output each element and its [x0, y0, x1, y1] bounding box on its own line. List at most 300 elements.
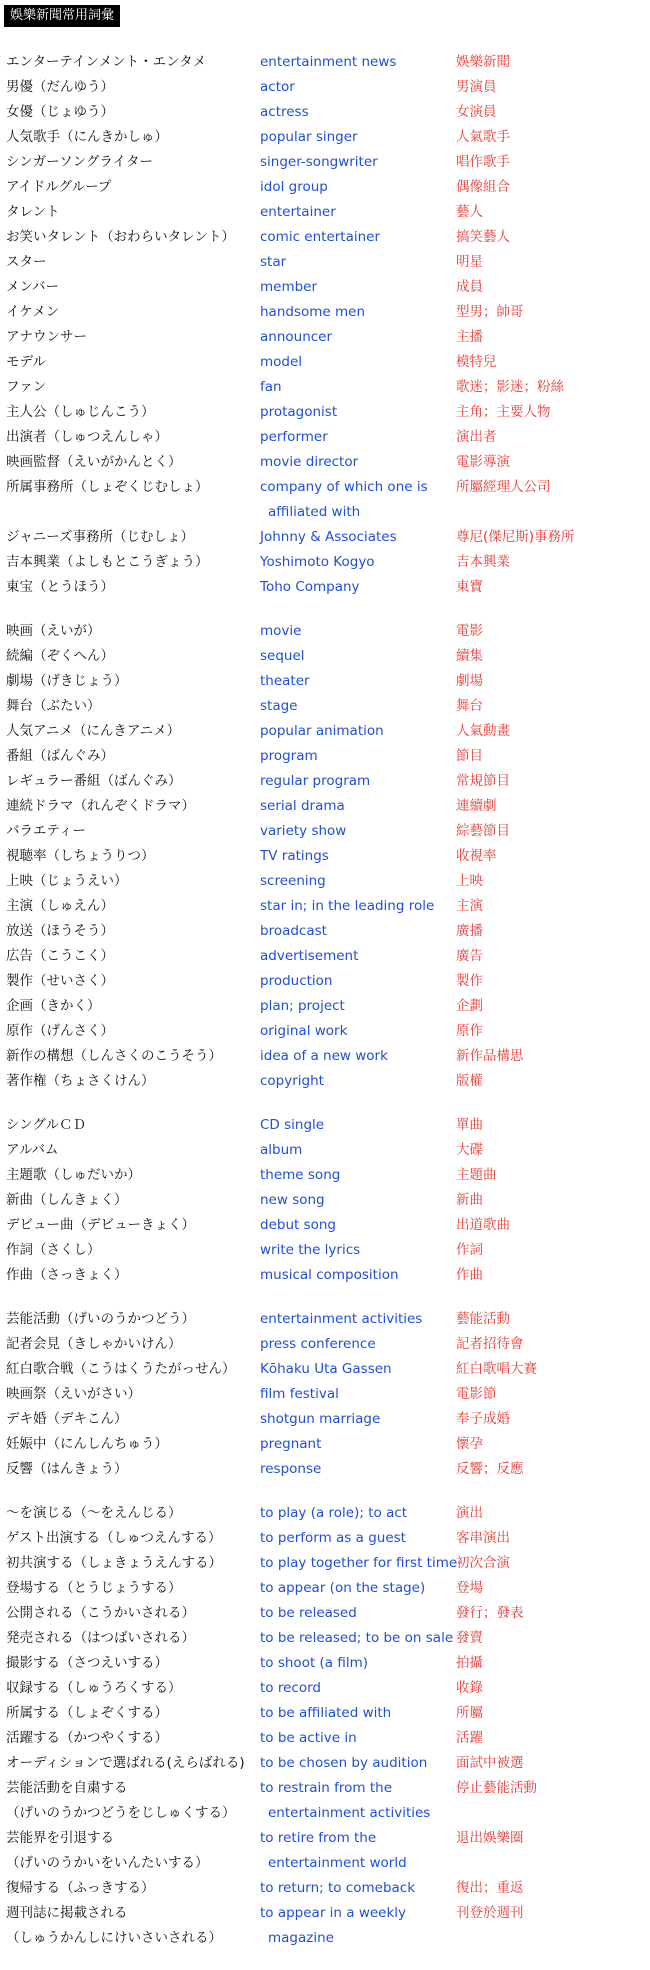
japanese-term-line: バラエティー — [6, 823, 86, 839]
vocab-row — [0, 300, 650, 325]
japanese-term — [0, 1551, 260, 1576]
vocab-row — [0, 1019, 650, 1044]
english-term-line: theater — [260, 673, 310, 689]
vocab-group — [0, 1307, 650, 1482]
japanese-term-line: アナウンサー — [6, 329, 87, 345]
english-term-line: TV ratings — [260, 848, 329, 864]
chinese-term — [456, 844, 636, 869]
chinese-term — [456, 919, 636, 944]
vocab-row — [0, 550, 650, 575]
chinese-term-line: 客串演出 — [456, 1530, 510, 1546]
chinese-term — [456, 350, 636, 375]
chinese-term-line: 成員 — [456, 279, 483, 295]
chinese-term-line: 型男；帥哥 — [456, 304, 524, 320]
vocab-row — [0, 200, 650, 225]
chinese-term — [456, 1501, 636, 1526]
japanese-term-line: お笑いタレント（おわらいタレント） — [6, 229, 235, 245]
chinese-term-line: 吉本興業 — [456, 554, 510, 570]
english-term — [260, 1138, 456, 1163]
japanese-term — [0, 350, 260, 375]
japanese-term-line: 製作（せいさく） — [6, 973, 114, 989]
english-term — [260, 1213, 456, 1238]
chinese-term — [456, 944, 636, 969]
english-term — [260, 1776, 456, 1826]
chinese-term-line: 藝人 — [456, 204, 483, 220]
english-term-line: serial drama — [260, 798, 345, 814]
chinese-term-line: 東寶 — [456, 579, 483, 595]
chinese-term — [456, 969, 636, 994]
chinese-term — [456, 1701, 636, 1726]
vocab-row — [0, 969, 650, 994]
english-term — [260, 250, 456, 275]
japanese-term — [0, 1357, 260, 1382]
japanese-term — [0, 844, 260, 869]
vocab-row — [0, 1263, 650, 1288]
japanese-term-line: 記者会見（きしゃかいけん） — [6, 1336, 182, 1352]
chinese-term-line: 歌迷；影迷；粉絲 — [456, 379, 564, 395]
japanese-term-line: シングルＣＤ — [6, 1117, 86, 1133]
japanese-term-line: レギュラー番組（ばんぐみ） — [6, 773, 182, 789]
japanese-term — [0, 1213, 260, 1238]
japanese-term-line: 反響（はんきょう） — [6, 1461, 128, 1477]
japanese-term — [0, 225, 260, 250]
chinese-term — [456, 644, 636, 669]
japanese-term — [0, 969, 260, 994]
english-term-line: star — [260, 254, 287, 270]
chinese-term-line: 新曲 — [456, 1192, 483, 1208]
english-term-line: actress — [260, 104, 309, 120]
japanese-term — [0, 1776, 260, 1826]
chinese-term — [456, 1019, 636, 1044]
chinese-term — [456, 150, 636, 175]
english-term-line: copyright — [260, 1073, 324, 1089]
vocab-row — [0, 350, 650, 375]
japanese-term-line: 人気歌手（にんきかしゅ） — [6, 129, 168, 145]
japanese-term-line: デビュー曲（デビューきょく） — [6, 1217, 195, 1233]
japanese-term — [0, 1876, 260, 1901]
vocab-row — [0, 250, 650, 275]
chinese-term-line: 節目 — [456, 748, 483, 764]
chinese-term — [456, 50, 636, 75]
vocab-row — [0, 694, 650, 719]
chinese-term — [456, 1626, 636, 1651]
english-term — [260, 1751, 456, 1776]
japanese-term-line: 新曲（しんきょく） — [6, 1192, 128, 1208]
vocab-row — [0, 669, 650, 694]
japanese-term — [0, 1726, 260, 1751]
chinese-term — [456, 1382, 636, 1407]
chinese-term-line: 男演員 — [456, 79, 497, 95]
japanese-term — [0, 994, 260, 1019]
japanese-term-line: 所属事務所（しょぞくじむしょ） — [6, 479, 209, 495]
chinese-term — [456, 1776, 636, 1801]
english-term-line: original work — [260, 1023, 348, 1039]
japanese-term — [0, 869, 260, 894]
japanese-term — [0, 1382, 260, 1407]
vocab-row — [0, 100, 650, 125]
english-term — [260, 1626, 456, 1651]
vocab-row — [0, 325, 650, 350]
japanese-term — [0, 669, 260, 694]
japanese-term-line: 主演（しゅえん） — [6, 898, 114, 914]
english-term-line: announcer — [260, 329, 333, 345]
chinese-term-line: 人氣歌手 — [456, 129, 510, 145]
english-term — [260, 744, 456, 769]
chinese-term — [456, 75, 636, 100]
english-term-line: to be chosen by audition — [260, 1755, 428, 1771]
chinese-term-line: 登場 — [456, 1580, 483, 1596]
japanese-term-line: イケメン — [6, 304, 60, 320]
english-term-line: to play (a role); to act — [260, 1505, 408, 1521]
english-term — [260, 550, 456, 575]
vocab-row — [0, 1526, 650, 1551]
japanese-term-line: 劇場（げきじょう） — [6, 673, 128, 689]
vocab-row — [0, 1876, 650, 1901]
english-term-line: idea of a new work — [260, 1048, 388, 1064]
english-term — [260, 669, 456, 694]
english-term — [260, 1188, 456, 1213]
chinese-term-line: 作曲 — [456, 1267, 483, 1283]
japanese-term — [0, 1069, 260, 1094]
japanese-term — [0, 644, 260, 669]
japanese-term-line: 活躍する（かつやくする） — [6, 1730, 168, 1746]
japanese-term — [0, 919, 260, 944]
chinese-term — [456, 525, 636, 550]
english-term — [260, 794, 456, 819]
chinese-term — [456, 425, 636, 450]
japanese-term-line: 上映（じょうえい） — [6, 873, 128, 889]
chinese-term — [456, 250, 636, 275]
japanese-term — [0, 944, 260, 969]
japanese-term — [0, 1332, 260, 1357]
chinese-term-line: 作詞 — [456, 1242, 483, 1258]
chinese-term-line: 娛樂新聞 — [456, 54, 510, 70]
english-term-line: handsome men — [260, 304, 366, 320]
japanese-term-line: 放送（ほうそう） — [6, 923, 114, 939]
japanese-term-line: 作詞（さくし） — [6, 1242, 101, 1258]
japanese-term — [0, 719, 260, 744]
english-term — [260, 350, 456, 375]
japanese-term-line: 収録する（しゅうろくする） — [6, 1680, 182, 1696]
vocab-row — [0, 575, 650, 600]
english-term — [260, 944, 456, 969]
japanese-term — [0, 550, 260, 575]
vocab-row — [0, 1044, 650, 1069]
chinese-term-line: 主播 — [456, 329, 483, 345]
vocab-row — [0, 1163, 650, 1188]
chinese-term-line: 企劃 — [456, 998, 483, 1014]
japanese-term-line: 発売される（はつばいされる） — [6, 1630, 195, 1646]
english-term-line: protagonist — [260, 404, 338, 420]
japanese-term — [0, 400, 260, 425]
chinese-term — [456, 769, 636, 794]
english-term-line: regular program — [260, 773, 371, 789]
japanese-term-line: 芸能界を引退する — [6, 1830, 114, 1846]
japanese-term-line: （げいのうかいをいんたいする） — [6, 1855, 209, 1871]
chinese-term-line: 發行；發表 — [456, 1605, 524, 1621]
english-term — [260, 475, 456, 525]
japanese-term-line: 男優（だんゆう） — [6, 79, 114, 95]
vocab-row — [0, 1826, 650, 1876]
english-term — [260, 325, 456, 350]
japanese-term — [0, 1138, 260, 1163]
japanese-term — [0, 325, 260, 350]
english-term — [260, 225, 456, 250]
vocab-row — [0, 894, 650, 919]
vocab-row — [0, 1676, 650, 1701]
japanese-term — [0, 1044, 260, 1069]
english-term-line: to be released — [260, 1605, 357, 1621]
chinese-term-line: 主演 — [456, 898, 483, 914]
chinese-term-line: 舞台 — [456, 698, 483, 714]
english-term — [260, 1019, 456, 1044]
japanese-term — [0, 794, 260, 819]
english-term-line: pregnant — [260, 1436, 322, 1452]
vocab-row — [0, 1701, 650, 1726]
japanese-term — [0, 1826, 260, 1876]
vocab-row — [0, 75, 650, 100]
english-term — [260, 1551, 456, 1576]
english-term-line: idol group — [260, 179, 328, 195]
chinese-term-line: 單曲 — [456, 1117, 483, 1133]
japanese-term — [0, 75, 260, 100]
chinese-term — [456, 1676, 636, 1701]
chinese-term — [456, 1357, 636, 1382]
japanese-term-line: ～を演じる（～をえんじる） — [6, 1505, 182, 1521]
chinese-term — [456, 1551, 636, 1576]
english-term — [260, 150, 456, 175]
english-term-line: to be affiliated with — [260, 1705, 392, 1721]
japanese-term-line: 連続ドラマ（れんぞくドラマ） — [6, 798, 195, 814]
vocab-row — [0, 944, 650, 969]
vocab-row — [0, 525, 650, 550]
chinese-term — [456, 275, 636, 300]
english-term — [260, 1576, 456, 1601]
japanese-term — [0, 150, 260, 175]
english-term-line: program — [260, 748, 318, 764]
vocab-row — [0, 1501, 650, 1526]
english-term — [260, 1407, 456, 1432]
english-term — [260, 1163, 456, 1188]
english-term-line: to play together for first time — [260, 1555, 458, 1571]
chinese-term — [456, 744, 636, 769]
japanese-term-line: 芸能活動を自粛する — [6, 1780, 128, 1796]
chinese-term-line: 廣播 — [456, 923, 483, 939]
chinese-term — [456, 1238, 636, 1263]
vocab-row — [0, 769, 650, 794]
chinese-term — [456, 450, 636, 475]
chinese-term-line: 懷孕 — [456, 1436, 483, 1452]
chinese-term-line: 奉子成婚 — [456, 1411, 510, 1427]
chinese-term — [456, 1751, 636, 1776]
english-term — [260, 200, 456, 225]
chinese-term — [456, 100, 636, 125]
chinese-term-line: 人氣動畫 — [456, 723, 510, 739]
english-term — [260, 1457, 456, 1482]
chinese-term — [456, 175, 636, 200]
english-term — [260, 1307, 456, 1332]
english-term-line: Johnny & Associates — [260, 529, 397, 545]
english-term — [260, 425, 456, 450]
chinese-term-line: 尊尼(傑尼斯)事務所 — [456, 529, 575, 545]
english-term — [260, 1332, 456, 1357]
english-term-line: to record — [260, 1680, 321, 1696]
japanese-term-line: 東宝（とうほう） — [6, 579, 114, 595]
chinese-term — [456, 575, 636, 600]
chinese-term — [456, 475, 636, 500]
japanese-term-line: 出演者（しゅつえんしゃ） — [6, 429, 168, 445]
chinese-term — [456, 1601, 636, 1626]
vocab-row — [0, 1213, 650, 1238]
english-term-line: album — [260, 1142, 303, 1158]
english-term-line: press conference — [260, 1336, 376, 1352]
english-term-line: new song — [260, 1192, 325, 1208]
chinese-term-line: 女演員 — [456, 104, 497, 120]
vocab-row — [0, 1307, 650, 1332]
chinese-term — [456, 1826, 636, 1851]
page-title: 娛樂新聞常用詞彙 — [4, 5, 120, 27]
chinese-term — [456, 200, 636, 225]
english-term-line: popular singer — [260, 129, 358, 145]
chinese-term — [456, 1213, 636, 1238]
vocab-row — [0, 1457, 650, 1482]
vocab-row — [0, 1576, 650, 1601]
japanese-term-line: ファン — [6, 379, 47, 395]
chinese-term — [456, 794, 636, 819]
english-term-line: to perform as a guest — [260, 1530, 406, 1546]
english-term-line: to appear (on the stage) — [260, 1580, 426, 1596]
japanese-term-line: エンターテインメント・エンタメ — [6, 54, 207, 70]
chinese-term — [456, 300, 636, 325]
chinese-term — [456, 1332, 636, 1357]
japanese-term — [0, 1238, 260, 1263]
chinese-term-line: 收錄 — [456, 1680, 483, 1696]
vocab-row — [0, 50, 650, 75]
chinese-term — [456, 1044, 636, 1069]
chinese-term-line: 收視率 — [456, 848, 497, 864]
vocab-row — [0, 1188, 650, 1213]
english-term-line: shotgun marriage — [260, 1411, 381, 1427]
japanese-term-line: オーディションで選ばれる(えらばれる) — [6, 1755, 245, 1771]
chinese-term-line: 明星 — [456, 254, 483, 270]
english-term — [260, 1826, 456, 1876]
english-term — [260, 1501, 456, 1526]
japanese-term — [0, 619, 260, 644]
english-term-line: comic entertainer — [260, 229, 381, 245]
japanese-term — [0, 1263, 260, 1288]
japanese-term-line: モデル — [6, 354, 46, 370]
chinese-term-line: 廣告 — [456, 948, 483, 964]
chinese-term — [456, 1726, 636, 1751]
english-term-line: to restrain from the — [260, 1780, 393, 1796]
japanese-term-line: スター — [6, 254, 47, 270]
english-term — [260, 1701, 456, 1726]
chinese-term-line: 紅白歌唱大賽 — [456, 1361, 537, 1377]
chinese-term-line: 常規節目 — [456, 773, 510, 789]
chinese-term-line: 製作 — [456, 973, 483, 989]
english-term — [260, 1432, 456, 1457]
japanese-term — [0, 1307, 260, 1332]
japanese-term-line: デキ婚（デキこん） — [6, 1411, 128, 1427]
english-term-line: entertainer — [260, 204, 336, 220]
chinese-term — [456, 1163, 636, 1188]
japanese-term — [0, 1457, 260, 1482]
japanese-term-line: 妊娠中（にんしんちゅう） — [6, 1436, 168, 1452]
chinese-term-line: 刊登於週刊 — [456, 1905, 524, 1921]
chinese-term — [456, 669, 636, 694]
vocab-row — [0, 619, 650, 644]
vocab-row — [0, 1113, 650, 1138]
japanese-term — [0, 475, 260, 500]
chinese-term-line: 發賣 — [456, 1630, 483, 1646]
vocab-row — [0, 1238, 650, 1263]
chinese-term-line: 連續劇 — [456, 798, 497, 814]
english-term — [260, 844, 456, 869]
english-term-line: to shoot (a film) — [260, 1655, 369, 1671]
english-term-line: to appear in a weekly — [260, 1905, 407, 1921]
japanese-term-line: 撮影する（さつえいする） — [6, 1655, 168, 1671]
chinese-term — [456, 619, 636, 644]
english-term — [260, 619, 456, 644]
chinese-term — [456, 1263, 636, 1288]
chinese-term — [456, 1576, 636, 1601]
japanese-term — [0, 1576, 260, 1601]
english-term-line: entertainment news — [260, 54, 397, 70]
vocab-row — [0, 1069, 650, 1094]
vocab-row — [0, 1357, 650, 1382]
chinese-term-line: 大碟 — [456, 1142, 483, 1158]
english-term — [260, 575, 456, 600]
english-term — [260, 125, 456, 150]
vocab-row — [0, 644, 650, 669]
japanese-term — [0, 894, 260, 919]
english-term-line: movie director — [260, 454, 359, 470]
vocab-row — [0, 475, 650, 525]
english-term-line: variety show — [260, 823, 347, 839]
english-term — [260, 869, 456, 894]
japanese-term-line: ゲスト出演する（しゅつえんする） — [6, 1530, 222, 1546]
vocab-group — [0, 1501, 650, 1951]
vocab-row — [0, 1601, 650, 1626]
english-term-line: write the lyrics — [260, 1242, 361, 1258]
english-term — [260, 1357, 456, 1382]
chinese-term-line: 上映 — [456, 873, 483, 889]
english-term-line: affiliated with — [268, 504, 361, 520]
vocab-row — [0, 175, 650, 200]
chinese-term — [456, 1407, 636, 1432]
english-term — [260, 1044, 456, 1069]
chinese-term — [456, 1526, 636, 1551]
english-term — [260, 525, 456, 550]
japanese-term-line: 初共演する（しょきょうえんする） — [6, 1555, 222, 1571]
english-term-line: entertainment activities — [268, 1805, 431, 1821]
japanese-term — [0, 525, 260, 550]
vocab-row — [0, 844, 650, 869]
english-term-line: debut song — [260, 1217, 337, 1233]
japanese-term-line: 芸能活動（げいのうかつどう） — [6, 1311, 195, 1327]
english-term-line: plan; project — [260, 998, 345, 1014]
vocabulary-list — [0, 50, 650, 1970]
english-term — [260, 694, 456, 719]
vocab-row — [0, 1332, 650, 1357]
japanese-term-line: 主題歌（しゅだいか） — [6, 1167, 141, 1183]
japanese-term-line: 続編（ぞくへん） — [6, 648, 114, 664]
japanese-term-line: 主人公（しゅじんこう） — [6, 404, 155, 420]
japanese-term — [0, 1432, 260, 1457]
japanese-term-line: 登場する（とうじょうする） — [6, 1580, 182, 1596]
english-term-line: actor — [260, 79, 295, 95]
vocab-group — [0, 619, 650, 1094]
